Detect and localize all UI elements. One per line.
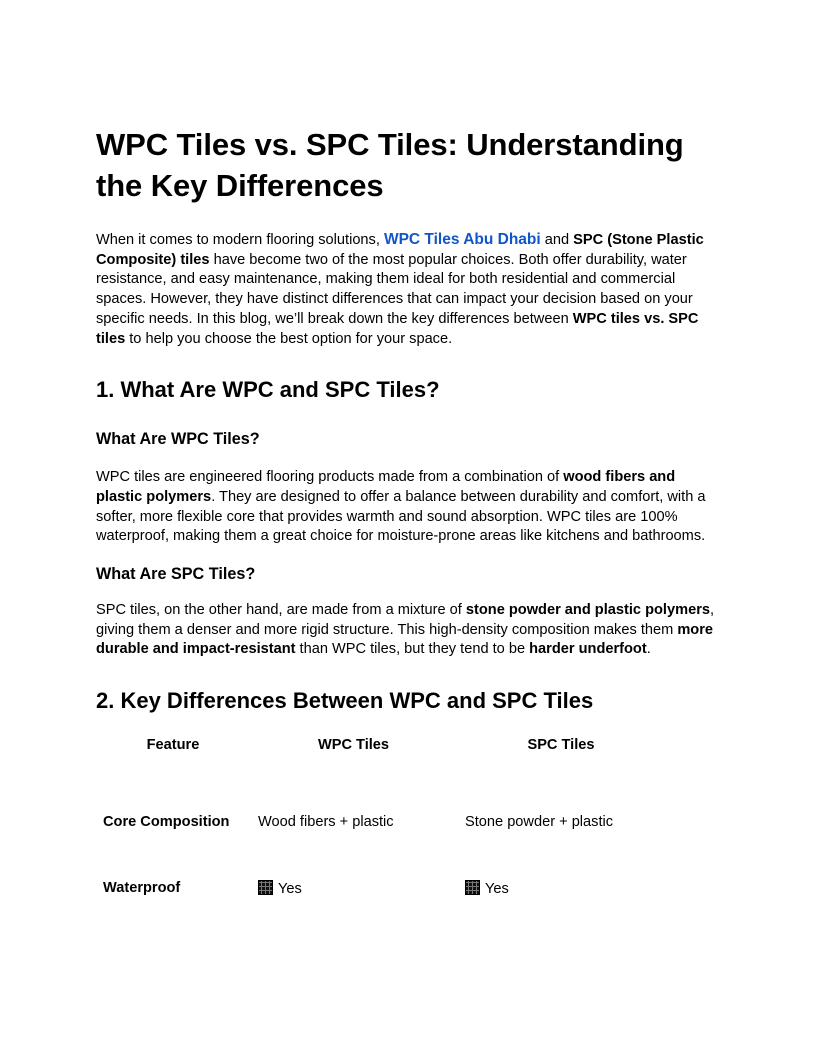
table-header-wpc: WPC Tiles bbox=[317, 737, 390, 754]
table-header-row bbox=[96, 736, 665, 778]
intro-bold-1: SPC (Stone Plastic Composite) tiles bbox=[96, 232, 704, 268]
table-cell-feature: Waterproof bbox=[103, 880, 181, 897]
comparison-table bbox=[96, 736, 665, 910]
wpc-text-2: . They are designed to offer a balance between durability and comfort, with a softer, more flexible core that provides warmth and sound absorption. WPC tiles are 100% waterproof, making them a great choice for moisture-prone areas like kitchens and bathrooms. bbox=[96, 488, 706, 545]
table-cell-wpc-value: Yes bbox=[278, 880, 302, 897]
intro-paragraph bbox=[96, 230, 724, 349]
spc-bold-1: stone powder and plastic polymers bbox=[465, 602, 710, 619]
intro-bold-2: WPC tiles vs. SPC tiles bbox=[96, 310, 699, 347]
spc-text-2: , giving them a denser and more rigid structure. This high-density composition makes them bbox=[96, 602, 715, 638]
intro-text-1: When it comes to modern flooring solutions, bbox=[96, 232, 384, 248]
section-2-heading: 2. Key Differences Between WPC and SPC Tiles bbox=[96, 688, 594, 714]
table-cell-spc-value: Yes bbox=[485, 880, 509, 897]
spc-text-1: SPC tiles, on the other hand, are made from a mixture of bbox=[96, 602, 466, 619]
check-box-icon bbox=[258, 880, 273, 895]
spc-text-4: . bbox=[646, 641, 651, 658]
table-cell-wpc: Wood fibers + plastic bbox=[258, 814, 394, 831]
table-row bbox=[96, 800, 665, 844]
table-header-feature: Feature bbox=[146, 737, 200, 754]
document-body bbox=[96, 124, 724, 910]
intro-text-3: have become two of the most popular choices. Both offer durability, water resistance, and easy maintenance, making them ideal for both residential and commercial spaces. However, they have distinct differences that can impact your decision based on your specific needs. In this blog, we’ll break down the key differences between bbox=[96, 251, 693, 327]
intro-text-4: to help you choose the best option for your space. bbox=[125, 330, 453, 347]
table-header-spc: SPC Tiles bbox=[527, 737, 595, 754]
spc-bold-2: more durable and impact-resistant bbox=[96, 621, 714, 658]
table-cell-spc: Stone powder + plastic bbox=[465, 814, 614, 831]
spc-bold-3: harder underfoot bbox=[529, 641, 647, 658]
intro-text-2: and bbox=[540, 232, 574, 248]
check-box-icon bbox=[465, 880, 480, 895]
table-cell-spc bbox=[457, 866, 665, 910]
wpc-paragraph bbox=[96, 468, 724, 547]
section-1-heading: 1. What Are WPC and SPC Tiles? bbox=[96, 377, 440, 403]
spc-paragraph bbox=[96, 601, 724, 660]
table-row bbox=[96, 866, 665, 910]
table-cell-feature: Core Composition bbox=[103, 814, 230, 831]
spc-text-3: than WPC tiles, but they tend to be bbox=[295, 641, 530, 658]
wpc-subheading: What Are WPC Tiles? bbox=[96, 430, 260, 449]
wpc-bold-1: wood fibers and plastic polymers bbox=[96, 469, 676, 505]
wpc-text-1: WPC tiles are engineered flooring products made from a combination of bbox=[96, 469, 564, 486]
wpc-tiles-abu-dhabi-link[interactable]: WPC Tiles Abu Dhabi bbox=[383, 231, 541, 248]
spc-subheading: What Are SPC Tiles? bbox=[96, 565, 256, 584]
page-title: WPC Tiles vs. SPC Tiles: Understanding the Key Differences bbox=[96, 127, 684, 203]
table-cell-wpc bbox=[250, 866, 457, 910]
